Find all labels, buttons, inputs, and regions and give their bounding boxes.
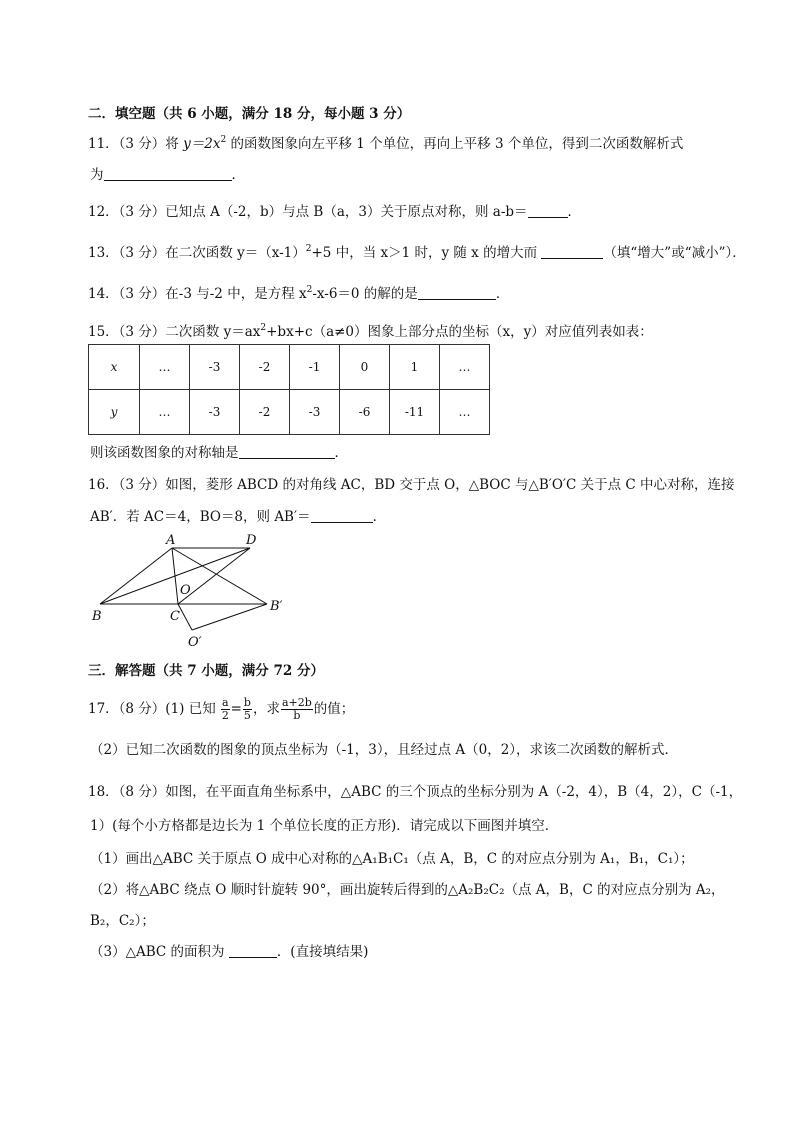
table-cell: -3: [190, 345, 240, 390]
question-18-line2: 1）(每个小方格都是边长为 1 个单位长度的正方形)．请完成以下画图并填空．: [90, 818, 559, 834]
table-cell: -11: [390, 390, 440, 435]
label-D: D: [246, 533, 257, 548]
q11-line2: 为: [90, 167, 104, 183]
q15-answer-blank[interactable]: [239, 444, 335, 459]
question-18-part3: [90, 942, 368, 962]
q13-mid: +5 中，当 x＞1 时，y 随 x 的增大而: [311, 245, 542, 261]
q11-prefix: 11．（3 分）将: [88, 136, 184, 152]
table-cell: -6: [340, 390, 390, 435]
q14-answer-blank[interactable]: [418, 285, 496, 300]
question-13: 13．（3 分）在二次函数 $y=(x-1)^2+5$ 中，当 x＞1 时，y 随 x 的增大而 （填“增大”或“减小”）．: [88, 244, 746, 261]
fraction-a2b-over-b: $\frac{a+2b}{b}$: [281, 696, 312, 722]
q17-mid: ，求: [252, 701, 280, 717]
question-18-part2a: （2）将△ABC 绕点 O 顺时针旋转 90°，画出旋转后得到的△A₂B₂C₂（点 A，B，C 的对应点分别为 A₂，: [90, 882, 725, 898]
q11-func: y＝2x: [183, 136, 221, 152]
label-O: O: [180, 583, 191, 598]
table-row: [89, 345, 490, 390]
question-11-line1: 11．（3 分）将 $y=2x^2$ 的函数图象向左平移 1 个单位，再向上平移 3 个单位，得到二次函数解析式: [88, 135, 684, 152]
table-cell: …: [440, 345, 490, 390]
question-15-after: 则该函数图象的对称轴是 ．: [90, 445, 348, 461]
label-O-prime: O′: [188, 635, 202, 650]
q13-suffix: （填“增大”或“减小”）．: [603, 245, 746, 261]
table-cell: -2: [240, 390, 290, 435]
table-cell: y: [89, 390, 140, 435]
label-B-prime: B′: [270, 599, 283, 614]
q13-prefix: 13．（3 分）在二次函数 y＝（x-1）: [88, 245, 306, 261]
question-15: 15．（3 分）二次函数 $y=ax^2+bx+c(a\ne 0)$图象上部分点的坐标（x，y）对应值列表如表：: [88, 323, 653, 340]
table-cell: 0: [340, 345, 390, 390]
q12-answer-blank[interactable]: [528, 203, 568, 218]
rhombus-figure: [80, 532, 300, 652]
question-17-part1: 17．（8 分）(1) 已知 $\frac{a}{2}$ = $\frac{b}{5}$ ，求 $\frac{a+2b}{b}$ 的值；: [88, 696, 355, 722]
section-header-solutions: 三．解答题（共 7 小题，满分 72 分）: [88, 663, 324, 679]
q16-line2: AB′．若 AC＝4，BO＝8，则 AB′＝: [90, 509, 311, 525]
value-table: [88, 344, 490, 435]
label-A: A: [166, 533, 176, 548]
q14-prefix: 14．（3 分）在-3 与-2 中，是方程 x: [88, 286, 307, 302]
question-18-line1: 18．（8 分）如图，在平面直角坐标系中，△ABC 的三个顶点的坐标分别为 A（-2，4），B（4，2），C（-1，: [88, 784, 743, 800]
q11-answer-blank[interactable]: [104, 166, 232, 181]
label-C: C: [170, 609, 180, 624]
label-B: B: [92, 609, 102, 624]
section-header-fill-in: 二．填空题（共 6 小题，满分 18 分，每小题 3 分）: [88, 106, 411, 122]
question-14: 14．（3 分）在-3 与-2 中，是方程 $x^2-x-6=0$ 的解的是 ．: [88, 285, 510, 302]
table-cell: …: [440, 390, 490, 435]
question-11-line2: 为 ．: [90, 167, 245, 183]
question-18-part1: （1）画出△ABC 关于原点 O 成中心对称的△A₁B₁C₁（点 A，B，C 的对应点分别为 A₁，B₁，C₁）；: [90, 851, 694, 867]
q13-answer-blank[interactable]: [541, 244, 603, 259]
q15-after: 则该函数图象的对称轴是: [90, 445, 239, 461]
table-cell: …: [140, 390, 190, 435]
question-16-line1: 16．（3 分）如图，菱形 ABCD 的对角线 AC，BD 交于点 O，△BOC 与△B′O′C 关于点 C 中心对称，连接: [88, 477, 735, 493]
q15-prefix: 15．（3 分）二次函数 y＝ax: [88, 324, 261, 340]
table-cell: -3: [290, 390, 340, 435]
q14-suffix: -x-6＝0 的解的是: [312, 286, 418, 302]
q15-suffix: +bx+c（a≠0）图象上部分点的坐标（x，y）对应值列表如表：: [266, 324, 653, 340]
q16-answer-blank[interactable]: [311, 508, 373, 523]
q11-rest: 的函数图象向左平移 1 个单位，再向上平移 3 个单位，得到二次函数解析式: [226, 136, 684, 152]
table-cell: …: [140, 345, 190, 390]
q18-part3-prefix: （3）△ABC 的面积为: [90, 944, 229, 960]
fraction-b-over-5: $\frac{b}{5}$: [243, 696, 251, 722]
question-16-line2: AB′．若 AC＝4，BO＝8，则 AB′＝ ．: [90, 509, 387, 525]
q17-suffix: 的值；: [313, 701, 355, 717]
question-18-part2b: B₂，C₂）；: [90, 913, 155, 929]
q12-text: 12．（3 分）已知点 A（-2，b）与点 B（a，3）关于原点对称，则 a-b＝: [88, 204, 528, 220]
q17-prefix: 17．（8 分）(1) 已知: [88, 701, 216, 717]
fraction-a-over-2: $\frac{a}{2}$: [221, 696, 229, 722]
table-cell: -2: [240, 345, 290, 390]
table-cell: -1: [290, 345, 340, 390]
question-12: 12．（3 分）已知点 A（-2，b）与点 B（a，3）关于原点对称，则 a-b＝ ．: [88, 204, 582, 220]
table-cell: 1: [390, 345, 440, 390]
q18-answer-blank[interactable]: [229, 943, 277, 958]
table-cell: -3: [190, 390, 240, 435]
table-cell: x: [89, 345, 140, 390]
q18-part3-suffix: ．(直接填结果): [276, 944, 369, 960]
question-17-part2: （2）已知二次函数的图象的顶点坐标为（-1，3），且经过点 A（0，2），求该二次函数的解析式．: [90, 742, 679, 758]
table-row: [89, 390, 490, 435]
